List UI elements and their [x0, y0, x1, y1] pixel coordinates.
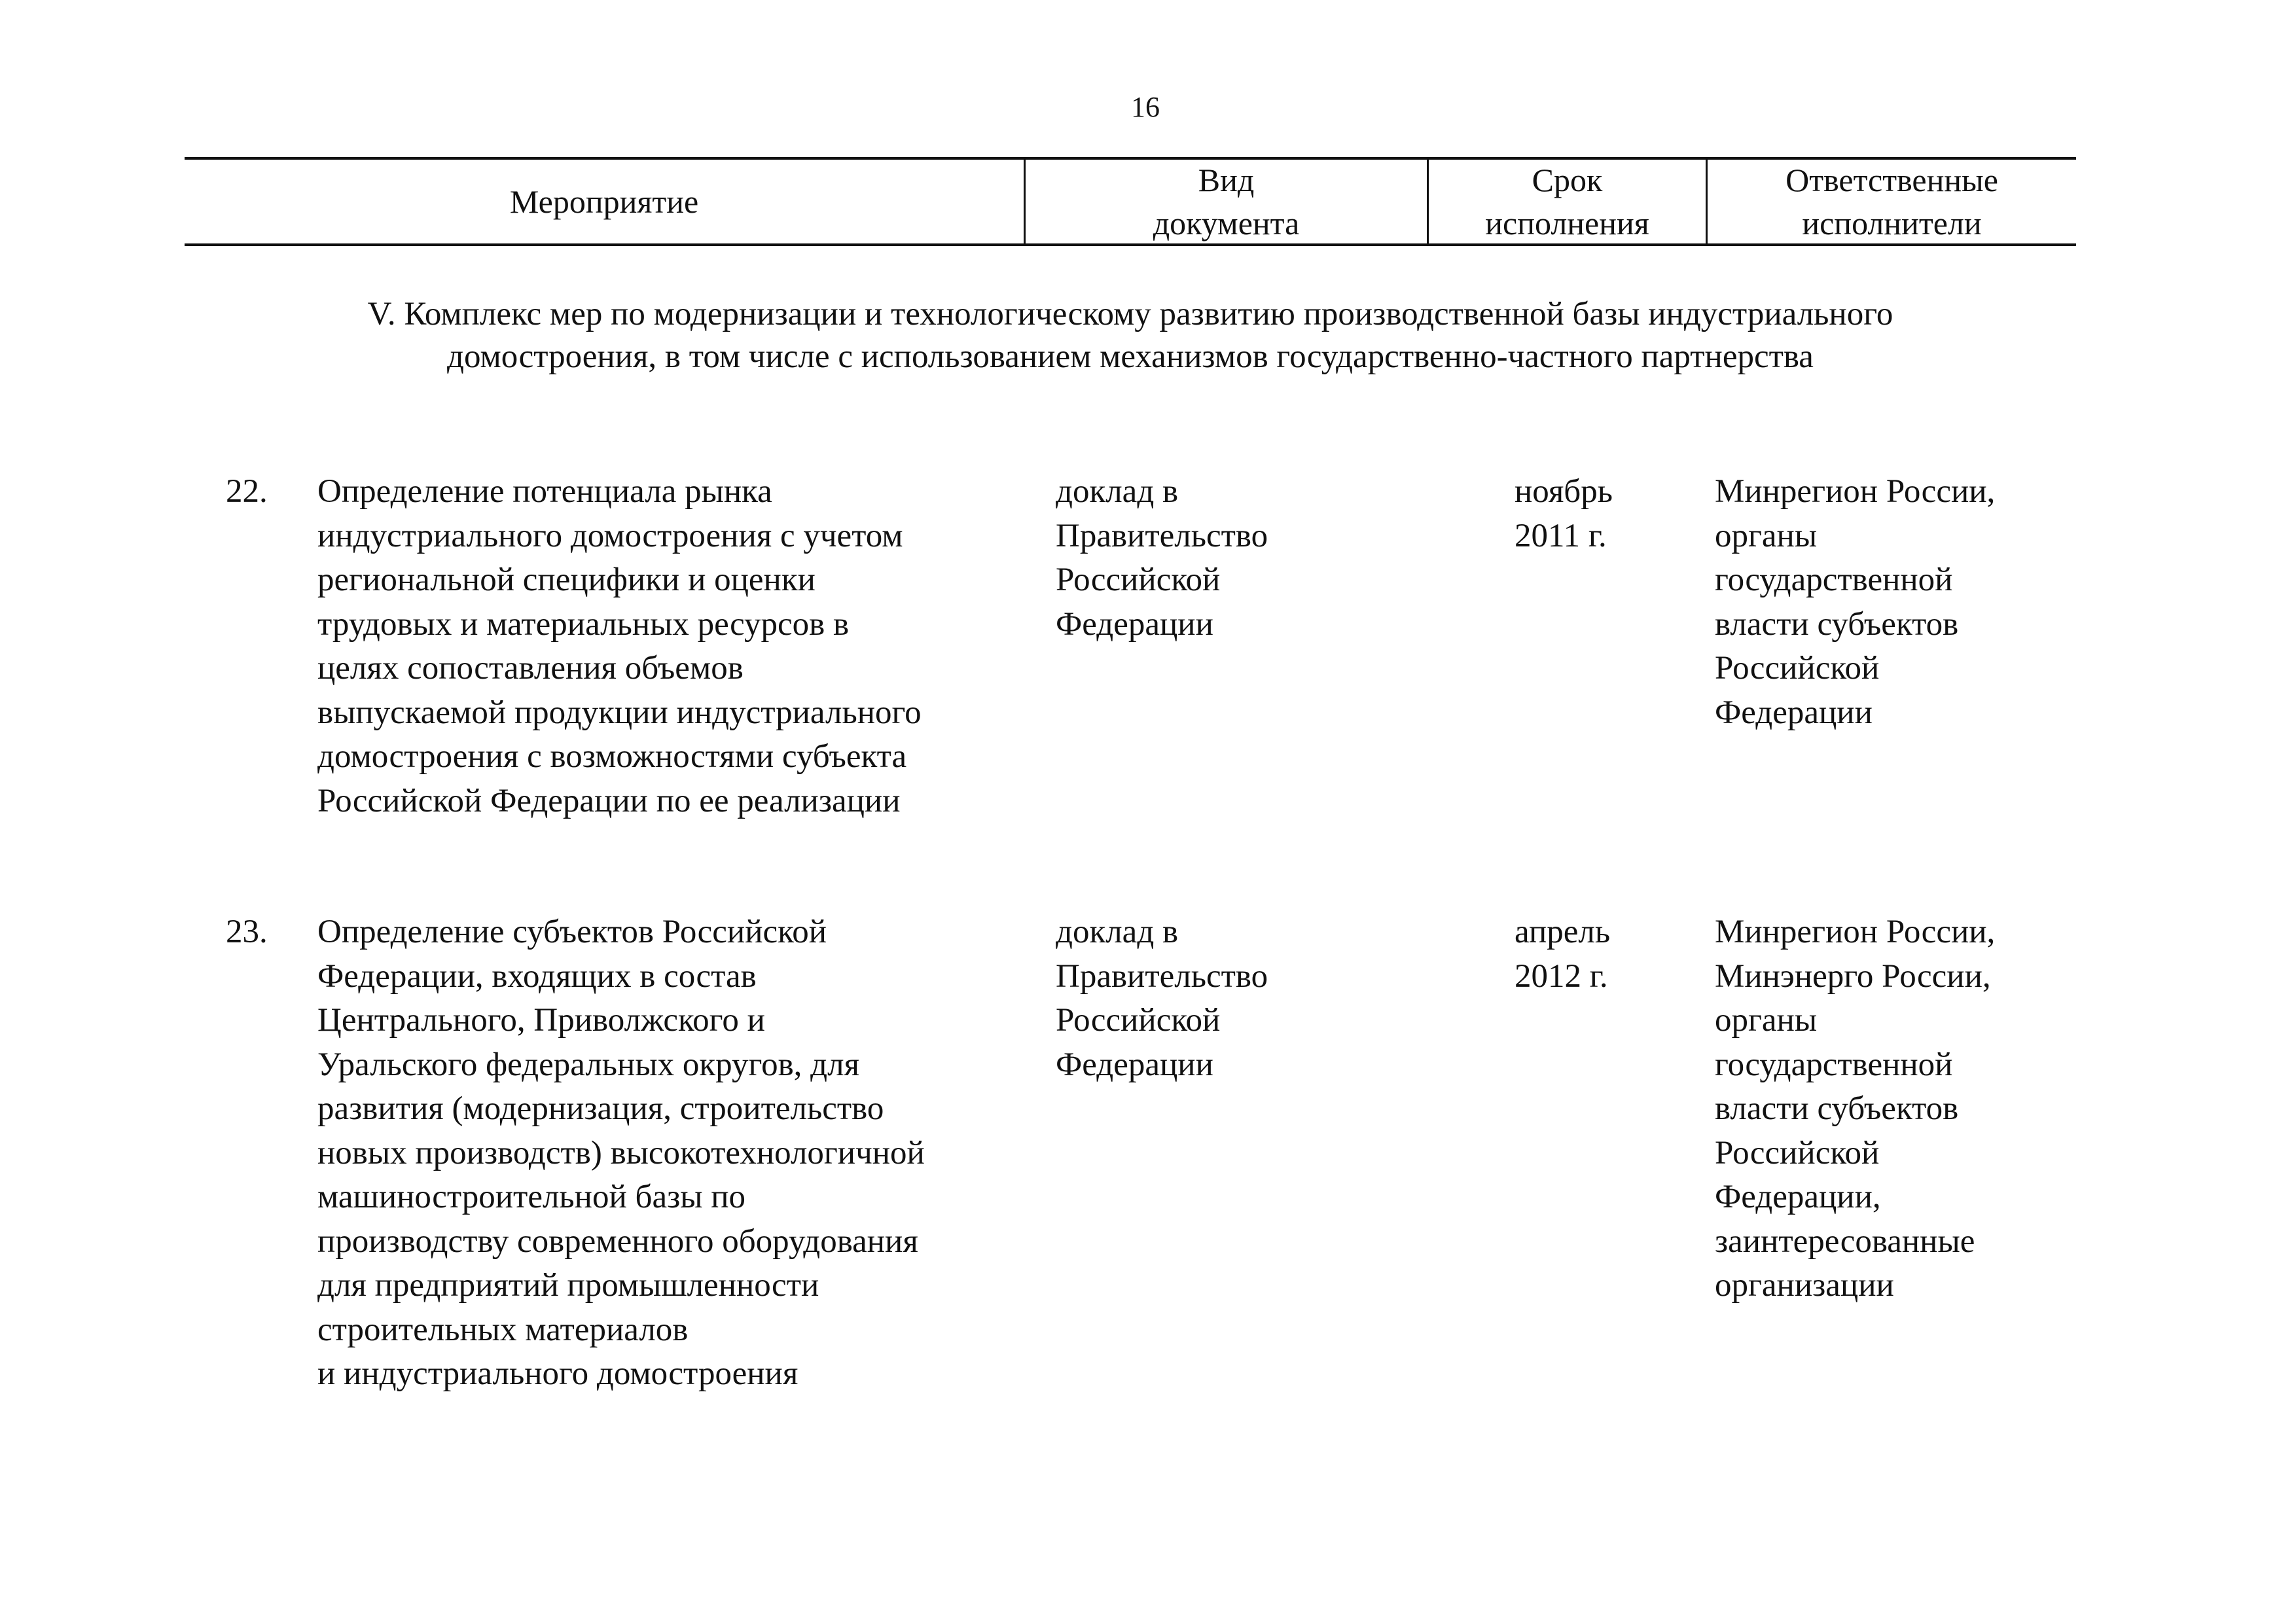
doc-line: Правительство — [1056, 957, 1268, 995]
responsible-line: власти субъектов — [1715, 1090, 1959, 1127]
responsible-line: Минэнерго России, — [1715, 957, 1991, 995]
event-line: региональной специфики и оценки — [317, 562, 816, 598]
term-line: 2011 г. — [1515, 517, 1607, 554]
term-line: апрель — [1515, 914, 1611, 950]
event-line: Определение потенциала рынка — [317, 473, 772, 510]
responsible-line: органы — [1715, 1002, 1818, 1039]
event-line: новых производств) высокотехнологичной — [317, 1134, 925, 1171]
header-deadline — [1427, 160, 1706, 243]
responsible-line: власти субъектов — [1715, 605, 1959, 643]
row-deadline — [1515, 470, 1659, 558]
header-doc-type-line: Вид — [1198, 162, 1255, 198]
responsible-line: государственной — [1715, 1046, 1953, 1083]
term-line: 2012 г. — [1515, 957, 1608, 995]
event-line: Федерации, входящих в состав — [317, 957, 757, 995]
row-responsible — [1715, 470, 2081, 735]
header-event — [185, 160, 1024, 243]
row-responsible — [1715, 910, 2081, 1308]
doc-line: доклад в — [1056, 473, 1179, 510]
event-line: Центрального, Приволжского и — [317, 1002, 765, 1039]
event-line: развития (модернизация, строительство — [317, 1090, 884, 1127]
event-line: индустриального домостроения с учетом — [317, 517, 903, 554]
page-number: 16 — [1131, 91, 1160, 123]
responsible-line: заинтересованные — [1715, 1222, 1975, 1260]
doc-line: Правительство — [1056, 517, 1268, 554]
row-doc-type — [1056, 470, 1396, 647]
event-line: трудовых и материальных ресурсов в — [317, 605, 850, 643]
event-line: целях сопоставления объемов — [317, 650, 744, 687]
section-title — [185, 293, 2076, 378]
responsible-line: Минрегион России, — [1715, 914, 1996, 950]
responsible-line: Федерации, — [1715, 1179, 1881, 1215]
doc-line: Федерации — [1056, 1046, 1213, 1083]
event-line: домостроения с возможностями субъекта — [317, 738, 907, 775]
event-line: для предприятий промышленности — [317, 1267, 819, 1304]
responsible-line: организации — [1715, 1267, 1894, 1304]
event-line: и индустриального домостроения — [317, 1355, 798, 1392]
header-doc-type-line: документа — [1153, 205, 1300, 241]
header-doc-type — [1024, 160, 1427, 243]
event-line: Определение субъектов Российской — [317, 914, 827, 950]
doc-line: Федерации — [1056, 605, 1213, 643]
section-title-line: V. Комплекс мер по модернизации и технологическому развитию производственной базы индустриального — [367, 296, 1893, 332]
header-responsible — [1706, 160, 2076, 243]
event-line: Уральского федеральных округов, для — [317, 1046, 860, 1083]
responsible-line: Российской — [1715, 650, 1880, 687]
header-event-label: Мероприятие — [509, 183, 699, 220]
responsible-line: органы — [1715, 517, 1818, 554]
row-doc-type — [1056, 910, 1396, 1087]
row-deadline — [1515, 910, 1659, 999]
doc-line: доклад в — [1056, 914, 1179, 950]
row-event — [317, 470, 1057, 823]
event-line: выпускаемой продукции индустриального — [317, 694, 922, 731]
row-number: 23. — [226, 914, 268, 950]
row-number: 22. — [226, 473, 268, 510]
term-line: ноябрь — [1515, 473, 1613, 510]
header-responsible-line: исполнители — [1802, 205, 1982, 241]
doc-line: Российской — [1056, 1002, 1221, 1039]
event-line: производству современного оборудования — [317, 1222, 918, 1260]
responsible-line: Федерации — [1715, 694, 1873, 731]
header-deadline-line: Срок — [1532, 162, 1603, 198]
responsible-line: Российской — [1715, 1134, 1880, 1171]
event-line: Российской Федерации по ее реализации — [317, 782, 901, 819]
responsible-line: государственной — [1715, 562, 1953, 598]
row-event — [317, 910, 1057, 1397]
header-deadline-line: исполнения — [1485, 205, 1649, 241]
event-line: строительных материалов — [317, 1311, 689, 1348]
header-responsible-line: Ответственные — [1785, 162, 1998, 198]
doc-line: Российской — [1056, 562, 1221, 598]
section-title-line: домостроения, в том числе с использованием механизмов государственно-частного партнерства — [447, 338, 1814, 375]
table-header — [185, 157, 2076, 246]
responsible-line: Минрегион России, — [1715, 473, 1996, 510]
event-line: машиностроительной базы по — [317, 1179, 746, 1215]
